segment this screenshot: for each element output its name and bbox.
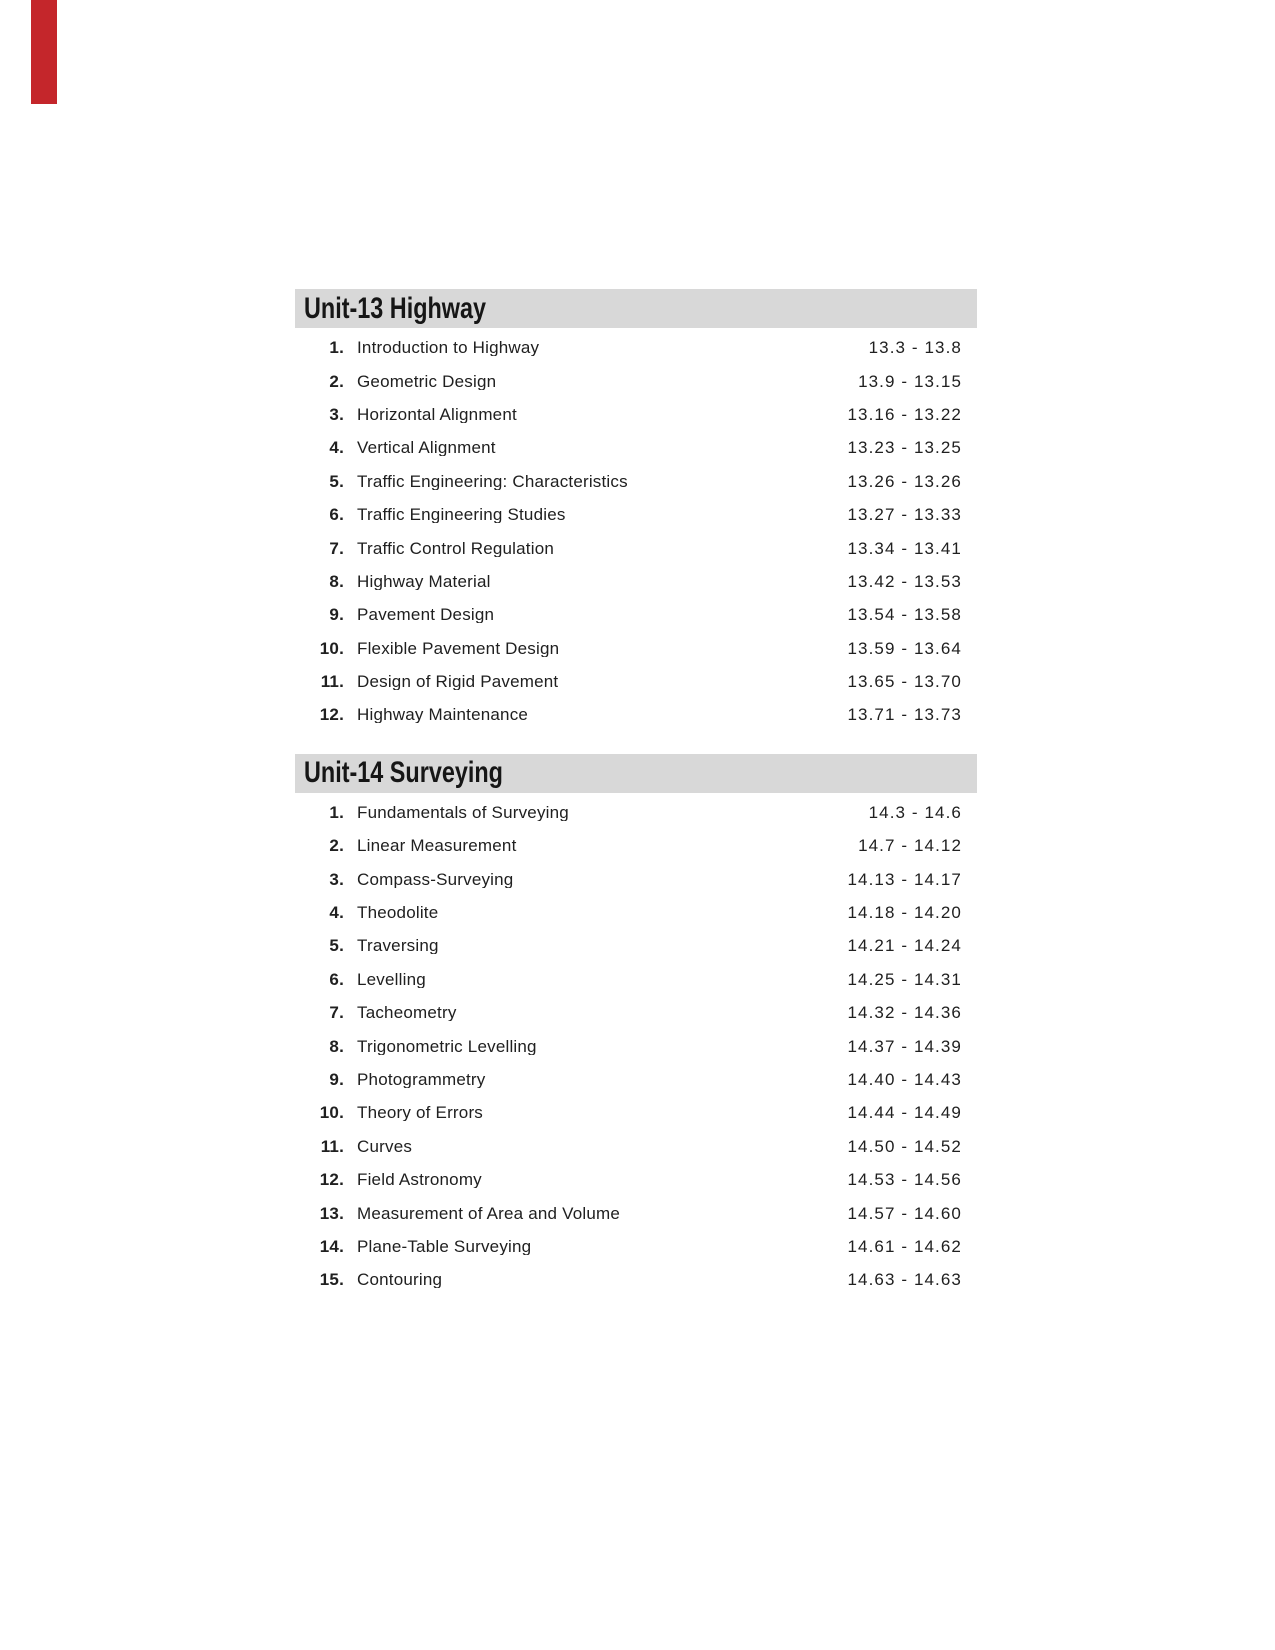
section-rows (295, 796, 977, 1297)
chapter-number: 3. (329, 869, 344, 889)
toc-row (295, 896, 977, 929)
chapter-page-range: 14.32 - 14.36 (847, 1003, 962, 1023)
toc-row (295, 431, 977, 464)
section-rows (295, 331, 977, 732)
toc-row (295, 632, 977, 665)
chapter-title: Flexible Pavement Design (357, 639, 560, 657)
toc-row (295, 665, 977, 698)
toc-row (295, 364, 977, 397)
toc-row (295, 331, 977, 364)
chapter-page-range: 14.13 - 14.17 (847, 869, 962, 889)
toc-row (295, 996, 977, 1029)
chapter-page-range: 13.23 - 13.25 (847, 438, 962, 458)
chapter-page-range: 13.9 - 13.15 (858, 371, 962, 391)
chapter-number: 14. (319, 1236, 344, 1256)
chapter-title: Highway Material (357, 572, 491, 590)
toc-row (295, 929, 977, 962)
chapter-title: Photogrammetry (357, 1071, 486, 1088)
chapter-page-range: 13.42 - 13.53 (847, 571, 962, 591)
chapter-title: Curves (357, 1137, 413, 1155)
chapter-number: 9. (329, 1070, 344, 1089)
chapter-title: Linear Measurement (357, 837, 517, 855)
toc-row (295, 531, 977, 564)
chapter-title: Design of Rigid Pavement (357, 673, 559, 691)
toc-row (295, 1029, 977, 1062)
toc-row (295, 465, 977, 498)
chapter-number: 4. (329, 438, 344, 458)
toc-row (295, 796, 977, 829)
chapter-page-range: 13.16 - 13.22 (847, 404, 962, 424)
section-title: Unit-13 Highway (304, 291, 487, 325)
toc-row (295, 698, 977, 731)
toc-row (295, 398, 977, 431)
chapter-page-range: 14.44 - 14.49 (847, 1103, 962, 1123)
chapter-title: Traversing (357, 937, 439, 955)
chapter-page-range: 13.71 - 13.73 (847, 705, 962, 725)
chapter-title: Geometric Design (357, 372, 497, 390)
chapter-number: 2. (329, 371, 344, 391)
toc-row (295, 498, 977, 531)
chapter-number: 11. (320, 1136, 344, 1156)
chapter-title: Traffic Engineering: Characteristics (357, 472, 628, 490)
chapter-number: 8. (329, 571, 344, 591)
toc-row (295, 1196, 977, 1229)
chapter-title: Traffic Engineering Studies (357, 506, 566, 524)
chapter-title: Measurement of Area and Volume (357, 1204, 621, 1222)
chapter-title: Pavement Design (357, 606, 495, 624)
chapter-number: 4. (329, 903, 344, 923)
chapter-number: 5. (329, 471, 344, 491)
chapter-title: Levelling (357, 970, 426, 988)
chapter-number: 15. (319, 1270, 344, 1290)
section-header (295, 289, 977, 328)
chapter-page-range: 13.34 - 13.41 (847, 538, 962, 558)
chapter-number: 13. (319, 1203, 344, 1223)
chapter-page-range: 14.37 - 14.39 (847, 1036, 962, 1056)
toc-row (295, 1163, 977, 1196)
chapter-title: Contouring (357, 1271, 443, 1289)
toc-row (295, 565, 977, 598)
chapter-page-range: 14.40 - 14.43 (847, 1070, 962, 1089)
chapter-title: Trigonometric Levelling (357, 1037, 537, 1055)
toc-row (295, 598, 977, 631)
chapter-page-range: 14.63 - 14.63 (847, 1270, 962, 1290)
toc-row (295, 862, 977, 895)
chapter-title: Theodolite (357, 904, 439, 922)
chapter-title: Compass-Surveying (357, 870, 514, 888)
chapter-number: 6. (329, 505, 344, 525)
chapter-title: Horizontal Alignment (357, 405, 517, 423)
chapter-title: Field Astronomy (357, 1171, 482, 1189)
toc-section-2 (295, 754, 977, 1297)
chapter-page-range: 14.61 - 14.62 (847, 1236, 962, 1256)
chapter-page-range: 14.18 - 14.20 (847, 903, 962, 923)
chapter-title: Introduction to Highway (357, 339, 540, 357)
toc-row (295, 829, 977, 862)
chapter-title: Plane-Table Surveying (357, 1237, 532, 1255)
toc-row (295, 1263, 977, 1296)
chapter-number: 5. (329, 936, 344, 956)
chapter-number: 9. (329, 605, 344, 625)
toc-row (295, 963, 977, 996)
chapter-number: 2. (329, 836, 344, 856)
toc-row (295, 1230, 977, 1263)
chapter-page-range: 13.59 - 13.64 (847, 638, 962, 658)
chapter-page-range: 13.26 - 13.26 (847, 471, 962, 491)
chapter-page-range: 13.27 - 13.33 (847, 505, 962, 525)
chapter-page-range: 13.54 - 13.58 (847, 605, 962, 625)
chapter-page-range: 14.50 - 14.52 (847, 1136, 962, 1156)
chapter-number: 8. (329, 1036, 344, 1056)
chapter-number: 10. (319, 1103, 344, 1123)
chapter-number: 7. (329, 1003, 344, 1023)
chapter-number: 6. (329, 969, 344, 989)
chapter-title: Vertical Alignment (357, 439, 496, 457)
chapter-page-range: 14.3 - 14.6 (868, 802, 962, 822)
chapter-number: 1. (329, 802, 344, 822)
chapter-number: 1. (329, 338, 344, 358)
chapter-page-range: 13.3 - 13.8 (868, 338, 962, 358)
chapter-number: 11. (320, 672, 344, 692)
chapter-number: 3. (329, 404, 344, 424)
toc-section-1 (295, 289, 977, 732)
chapter-title: Highway Maintenance (357, 706, 529, 724)
chapter-title: Traffic Control Regulation (357, 539, 555, 557)
chapter-page-range: 13.65 - 13.70 (847, 672, 962, 692)
chapter-page-range: 14.53 - 14.56 (847, 1170, 962, 1190)
section-title: Unit-14 Surveying (304, 756, 503, 790)
chapter-page-range: 14.25 - 14.31 (847, 969, 962, 989)
section-header (295, 754, 977, 793)
toc-content (295, 289, 977, 1297)
chapter-title: Theory of Errors (357, 1104, 484, 1122)
chapter-number: 7. (329, 538, 344, 558)
toc-row (295, 1096, 977, 1129)
chapter-page-range: 14.21 - 14.24 (847, 936, 962, 956)
toc-row (295, 1130, 977, 1163)
chapter-title: Tacheometry (357, 1004, 457, 1022)
chapter-number: 10. (319, 638, 344, 658)
chapter-number: 12. (319, 705, 344, 725)
chapter-page-range: 14.7 - 14.12 (858, 836, 962, 856)
page-edge-marker (31, 0, 57, 104)
chapter-page-range: 14.57 - 14.60 (847, 1203, 962, 1223)
chapter-number: 12. (319, 1170, 344, 1190)
chapter-title: Fundamentals of Surveying (357, 803, 569, 821)
toc-row (295, 1063, 977, 1096)
